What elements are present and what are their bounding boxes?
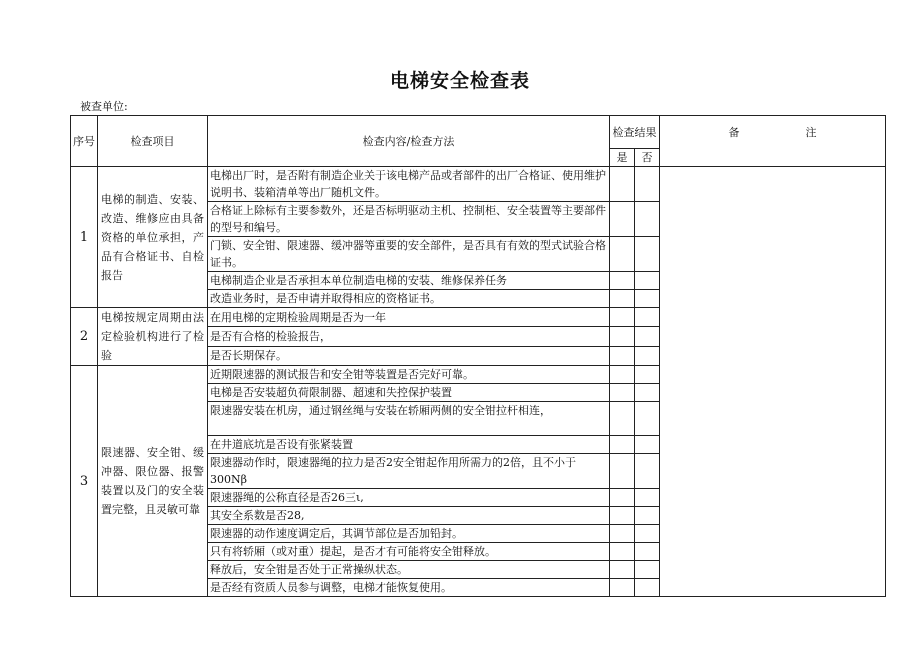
result-yes-cell[interactable] bbox=[610, 308, 635, 327]
check-content: 限速器绳的公称直径是否26三ι, bbox=[208, 489, 610, 507]
remark-cell[interactable] bbox=[660, 167, 886, 597]
check-content: 近期限速器的测试报告和安全钳等装置是否完好可靠。 bbox=[208, 366, 610, 384]
check-content: 只有将轿厢（或对重）提起，是否才有可能将安全钳释放。 bbox=[208, 543, 610, 561]
check-content: 合格证上除标有主要参数外，还是否标明驱动主机、控制柜、安全装置等主要部件的型号和编号。 bbox=[208, 202, 610, 237]
header-item: 检查项目 bbox=[98, 116, 208, 167]
result-no-cell[interactable] bbox=[635, 290, 660, 308]
result-no-cell[interactable] bbox=[635, 202, 660, 237]
result-no-cell[interactable] bbox=[635, 272, 660, 290]
section-item: 限速器、安全钳、缓冲器、限位器、报警装置以及门的安全装置完整，且灵敏可靠 bbox=[98, 366, 208, 597]
result-no-cell[interactable] bbox=[635, 402, 660, 436]
result-yes-cell[interactable] bbox=[610, 202, 635, 237]
check-content: 释放后，安全钳是否处于正常操纵状态。 bbox=[208, 561, 610, 579]
section-number: 2 bbox=[71, 308, 98, 366]
result-no-cell[interactable] bbox=[635, 327, 660, 346]
check-content: 在用电梯的定期检验周期是否为一年 bbox=[208, 308, 610, 327]
result-no-cell[interactable] bbox=[635, 237, 660, 272]
check-content: 门锁、安全钳、限速器、缓冲器等重要的安全部件，是否具有有效的型式试验合格证书。 bbox=[208, 237, 610, 272]
result-yes-cell[interactable] bbox=[610, 167, 635, 202]
result-no-cell[interactable] bbox=[635, 507, 660, 525]
result-yes-cell[interactable] bbox=[610, 290, 635, 308]
check-content: 电梯制造企业是否承担本单位制造电梯的安装、维修保养任务 bbox=[208, 272, 610, 290]
check-content: 是否有合格的检验报告， bbox=[208, 327, 610, 346]
result-no-cell[interactable] bbox=[635, 167, 660, 202]
check-content: 电梯出厂时，是否附有制造企业关于该电梯产品或者部件的出厂合格证、使用维护说明书、装箱清单等出厂随机文件。 bbox=[208, 167, 610, 202]
result-yes-cell[interactable] bbox=[610, 561, 635, 579]
header-remark: 备 注 bbox=[660, 116, 886, 167]
check-content: 改造业务时，是否申请并取得相应的资格证书。 bbox=[208, 290, 610, 308]
result-yes-cell[interactable] bbox=[610, 579, 635, 597]
check-content: 限速器安装在机房，通过钢丝绳与安装在轿厢两侧的安全钳拉杆相连， bbox=[208, 402, 610, 436]
result-no-cell[interactable] bbox=[635, 346, 660, 365]
result-yes-cell[interactable] bbox=[610, 237, 635, 272]
header-no-result: 否 bbox=[635, 149, 660, 167]
result-no-cell[interactable] bbox=[635, 579, 660, 597]
result-yes-cell[interactable] bbox=[610, 272, 635, 290]
result-no-cell[interactable] bbox=[635, 366, 660, 384]
result-yes-cell[interactable] bbox=[610, 507, 635, 525]
check-content: 限速器动作时，限速器绳的拉力是否2安全钳起作用所需力的2倍，且不小于300Nβ bbox=[208, 454, 610, 489]
section-number: 3 bbox=[71, 366, 98, 597]
header-content: 检查内容/检查方法 bbox=[208, 116, 610, 167]
result-yes-cell[interactable] bbox=[610, 436, 635, 454]
result-yes-cell[interactable] bbox=[610, 327, 635, 346]
result-no-cell[interactable] bbox=[635, 308, 660, 327]
header-no: 序号 bbox=[71, 116, 98, 167]
result-yes-cell[interactable] bbox=[610, 366, 635, 384]
result-no-cell[interactable] bbox=[635, 454, 660, 489]
result-no-cell[interactable] bbox=[635, 525, 660, 543]
result-yes-cell[interactable] bbox=[610, 454, 635, 489]
header-row bbox=[71, 116, 886, 149]
page-title: 电梯安全检查表 bbox=[389, 70, 530, 92]
result-yes-cell[interactable] bbox=[610, 525, 635, 543]
section-item: 电梯的制造、安装、改造、维修应由具备资格的单位承担，产品有合格证书、自检报告 bbox=[98, 167, 208, 308]
check-content: 电梯是否安装超负荷限制器、超速和失控保护装置 bbox=[208, 384, 610, 402]
result-yes-cell[interactable] bbox=[610, 489, 635, 507]
result-no-cell[interactable] bbox=[635, 543, 660, 561]
inspected-unit-label: 被查单位: bbox=[80, 100, 128, 113]
section-number: 1 bbox=[71, 167, 98, 308]
table-row bbox=[71, 167, 886, 202]
check-content: 其安全系数是否28, bbox=[208, 507, 610, 525]
result-no-cell[interactable] bbox=[635, 384, 660, 402]
result-no-cell[interactable] bbox=[635, 561, 660, 579]
header-yes: 是 bbox=[610, 149, 635, 167]
result-yes-cell[interactable] bbox=[610, 402, 635, 436]
header-result: 检查结果 bbox=[610, 116, 660, 149]
check-content: 是否长期保存。 bbox=[208, 346, 610, 365]
result-no-cell[interactable] bbox=[635, 436, 660, 454]
check-content: 在井道底坑是否设有张紧装置 bbox=[208, 436, 610, 454]
result-yes-cell[interactable] bbox=[610, 384, 635, 402]
check-content: 限速器的动作速度调定后，其调节部位是否加铅封。 bbox=[208, 525, 610, 543]
result-no-cell[interactable] bbox=[635, 489, 660, 507]
result-yes-cell[interactable] bbox=[610, 543, 635, 561]
section-item: 电梯按规定周期由法定检验机构进行了检验 bbox=[98, 308, 208, 366]
inspection-table bbox=[70, 115, 886, 597]
result-yes-cell[interactable] bbox=[610, 346, 635, 365]
check-content: 是否经有资质人员参与调整，电梯才能恢复使用。 bbox=[208, 579, 610, 597]
